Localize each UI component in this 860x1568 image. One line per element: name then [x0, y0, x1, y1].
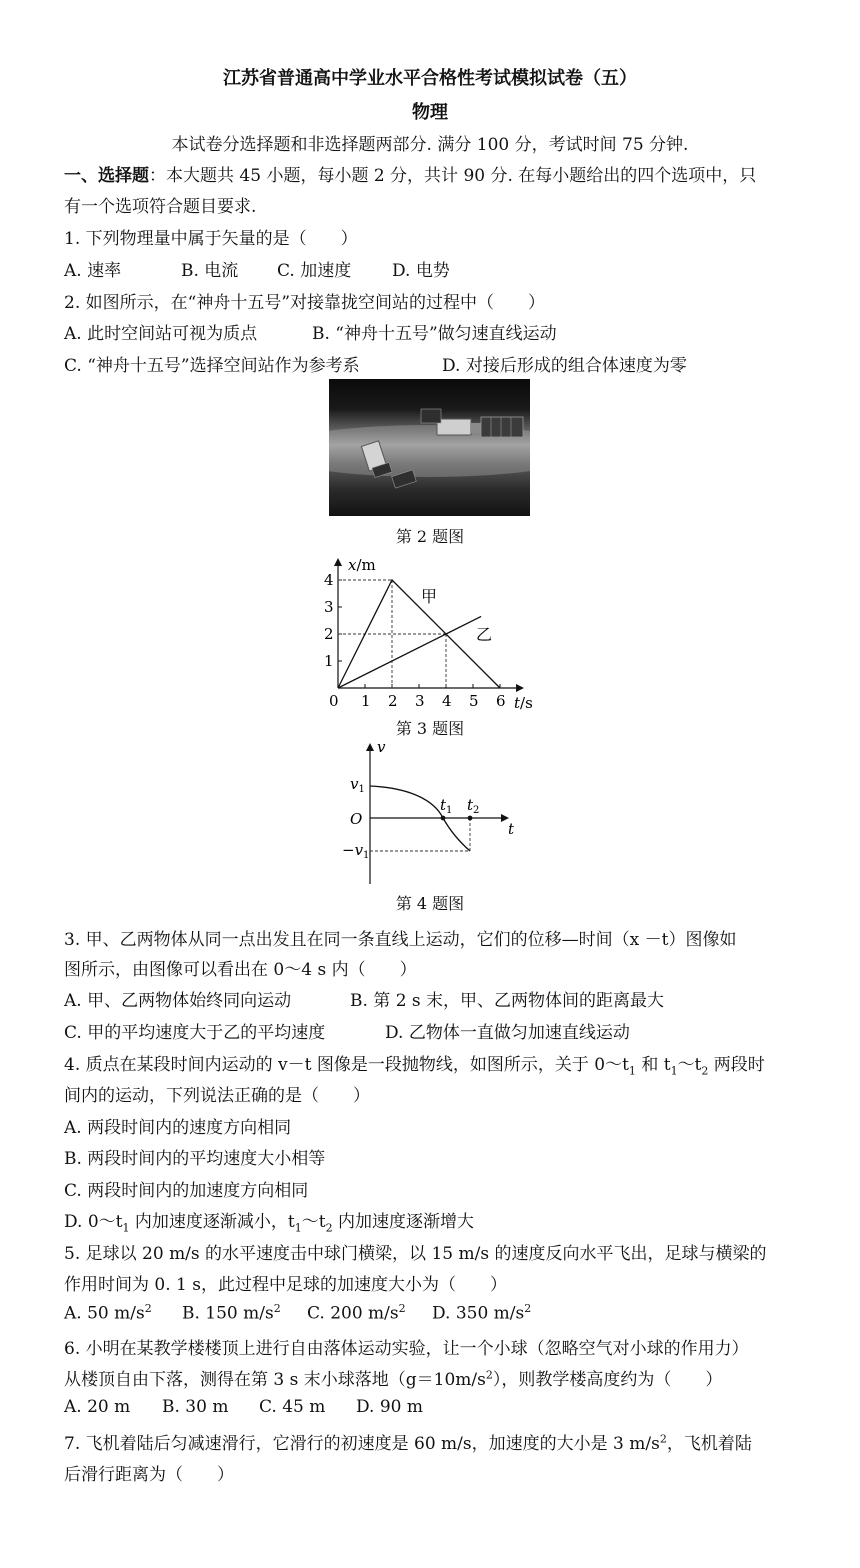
fig3-ytick-label: 3	[324, 598, 334, 616]
q5-stem-line1: 5. 足球以 20 m/s 的水平速度击中球门横梁，以 15 m/s 的速度反向水平飞出，足球与横梁的	[64, 1244, 767, 1264]
q4-stem-line2: 间内的运动，下列说法正确的是（ ）	[64, 1086, 370, 1106]
fig4-t1-label: $t_1$	[440, 796, 453, 816]
q7-stem-line1: 7. 飞机着陆后匀减速滑行，它滑行的初速度是 60 m/s，加速度的大小是 3 $m/s^2$，飞机着陆	[64, 1432, 752, 1454]
fig4-neg-v1-label: $-v_1$	[342, 841, 370, 861]
q6-stem-line2: 从楼顶自由下落，测得在第 3 s 末小球落地$(g=10m/s^2)$，则教学楼高度约为（ ）	[64, 1368, 723, 1390]
q6-option-b: B. 30 m	[162, 1397, 229, 1417]
q5-option-c: C. 200 $m/s^2$	[307, 1302, 406, 1324]
fig3-caption: 第 3 题图	[395, 719, 465, 738]
fig4-origin: O	[350, 810, 363, 828]
fig4-v1-label: $v_1$	[350, 775, 365, 795]
q6-stem-line1: 6. 小明在某教学楼楼顶上进行自由落体运动实验，让一个小球（忽略空气对小球的作用力）	[64, 1339, 749, 1359]
fig3-y-arrow	[334, 558, 342, 566]
subject-title: 物理	[412, 102, 448, 123]
q1-option-c: C. 加速度	[277, 261, 352, 281]
q3-stem-line2: 图所示，由图像可以看出在 0～4 s 内（ ）	[64, 960, 417, 980]
fig3-ytick-label: 1	[324, 652, 334, 670]
fig4-t2-label: $t_2$	[467, 796, 480, 816]
q3-option-c: C. 甲的平均速度大于乙的平均速度	[64, 1023, 326, 1043]
fig4-caption: 第 4 题图	[395, 894, 465, 913]
q2-option-c: C. “神舟十五号”选择空间站作为参考系	[64, 356, 360, 376]
q2-stem: 2. 如图所示，在“神舟十五号”对接靠拢空间站的过程中（ ）	[64, 293, 546, 313]
q1-option-b: B. 电流	[181, 261, 239, 281]
q4-option-c: C. 两段时间内的加速度方向相同	[64, 1181, 309, 1201]
space-station-illustration	[329, 379, 530, 516]
q5-option-d: D. 350 $m/s^2$	[432, 1302, 532, 1324]
q2-option-d: D. 对接后形成的组合体速度为零	[442, 356, 687, 376]
fig4-v-arrow	[366, 743, 374, 751]
q6-option-a: A. 20 m	[64, 1397, 131, 1417]
fig3-xtick-label: 3	[415, 692, 425, 710]
fig3-xtick-label: 1	[361, 692, 371, 710]
q1-option-a: A. 速率	[64, 261, 122, 281]
fig3-ylabel: x/m	[348, 556, 376, 574]
fig3-label-jia: 甲	[421, 587, 438, 606]
q4-option-b: B. 两段时间内的平均速度大小相等	[64, 1149, 326, 1169]
fig4-point-t1	[441, 816, 446, 821]
q3-stem-line1: 3. 甲、乙两物体从同一点出发且在同一条直线上运动，它们的位移—时间（x －t）图像如	[64, 930, 737, 950]
fig2-caption: 第 2 题图	[395, 527, 465, 546]
fig4-v-label: v	[377, 738, 386, 756]
fig3-label-yi: 乙	[476, 625, 493, 644]
section-desc-line2: 有一个选项符合题目要求.	[64, 197, 257, 217]
fig4-vt-graph	[330, 738, 530, 890]
exam-intro: 本试卷分选择题和非选择题两部分. 满分 100 分，考试时间 75 分钟.	[171, 135, 689, 155]
q4-option-d: D. $0\sim t_1$ 内加速度逐渐减小，$t_1\sim t_2$ 内加速度逐渐增大	[64, 1212, 474, 1235]
exam-title: 江苏省普通高中学业水平合格性考试模拟试卷（五）	[223, 68, 637, 89]
q5-stem-line2: 作用时间为 0. 1 s，此过程中足球的加速度大小为（ ）	[64, 1275, 507, 1295]
q6-option-c: C. 45 m	[259, 1397, 326, 1417]
q7-stem-line2: 后滑行距离为（ ）	[64, 1465, 234, 1485]
q3-option-b: B. 第 2 s 末，甲、乙两物体间的距离最大	[350, 991, 665, 1011]
q4-option-a: A. 两段时间内的速度方向相同	[64, 1118, 292, 1138]
space-station-photo	[329, 379, 530, 516]
fig3-xt-graph	[320, 552, 540, 712]
fig3-origin: 0	[329, 692, 339, 710]
q5-option-b: B. 150 $m/s^2$	[182, 1302, 281, 1324]
q2-option-b: B. “神舟十五号”做匀速直线运动	[312, 324, 557, 344]
fig4-point-t2	[468, 816, 473, 821]
q6-option-d: D. 90 m	[356, 1397, 423, 1417]
q5-option-a: A. 50 $m/s^2$	[64, 1302, 152, 1324]
q1-option-d: D. 电势	[392, 261, 450, 281]
fig3-xtick-label: 6	[496, 692, 506, 710]
section-heading: 一、选择题	[64, 166, 149, 186]
q1-stem: 1. 下列物理量中属于矢量的是（ ）	[64, 229, 358, 249]
fig3-xtick-label: 2	[388, 692, 398, 710]
fig3-x-arrow	[516, 684, 524, 692]
q3-option-a: A. 甲、乙两物体始终同向运动	[64, 991, 292, 1011]
fig3-xtick-label: 5	[469, 692, 479, 710]
fig4-t-label: t	[508, 820, 515, 838]
fig3-xtick-label: 4	[442, 692, 452, 710]
fig3-xlabel: t/s	[514, 694, 533, 712]
section-desc-line1: 一、选择题：本大题共 45 小题，每小题 2 分，共计 90 分. 在每小题给出的四个选项中，只	[64, 166, 757, 186]
fig3-series-yi	[338, 616, 481, 688]
q3-option-d: D. 乙物体一直做匀加速直线运动	[385, 1023, 630, 1043]
fig3-ytick-label: 2	[324, 625, 334, 643]
q2-option-a: A. 此时空间站可视为质点	[64, 324, 258, 344]
q4-stem-line1: 4. 质点在某段时间内运动的 v－t 图像是一段抛物线，如图所示，关于 $0\sim t_1$ 和 $t_1\sim t_2$ 两段时	[64, 1055, 765, 1078]
fig3-ytick-label: 4	[324, 571, 334, 589]
